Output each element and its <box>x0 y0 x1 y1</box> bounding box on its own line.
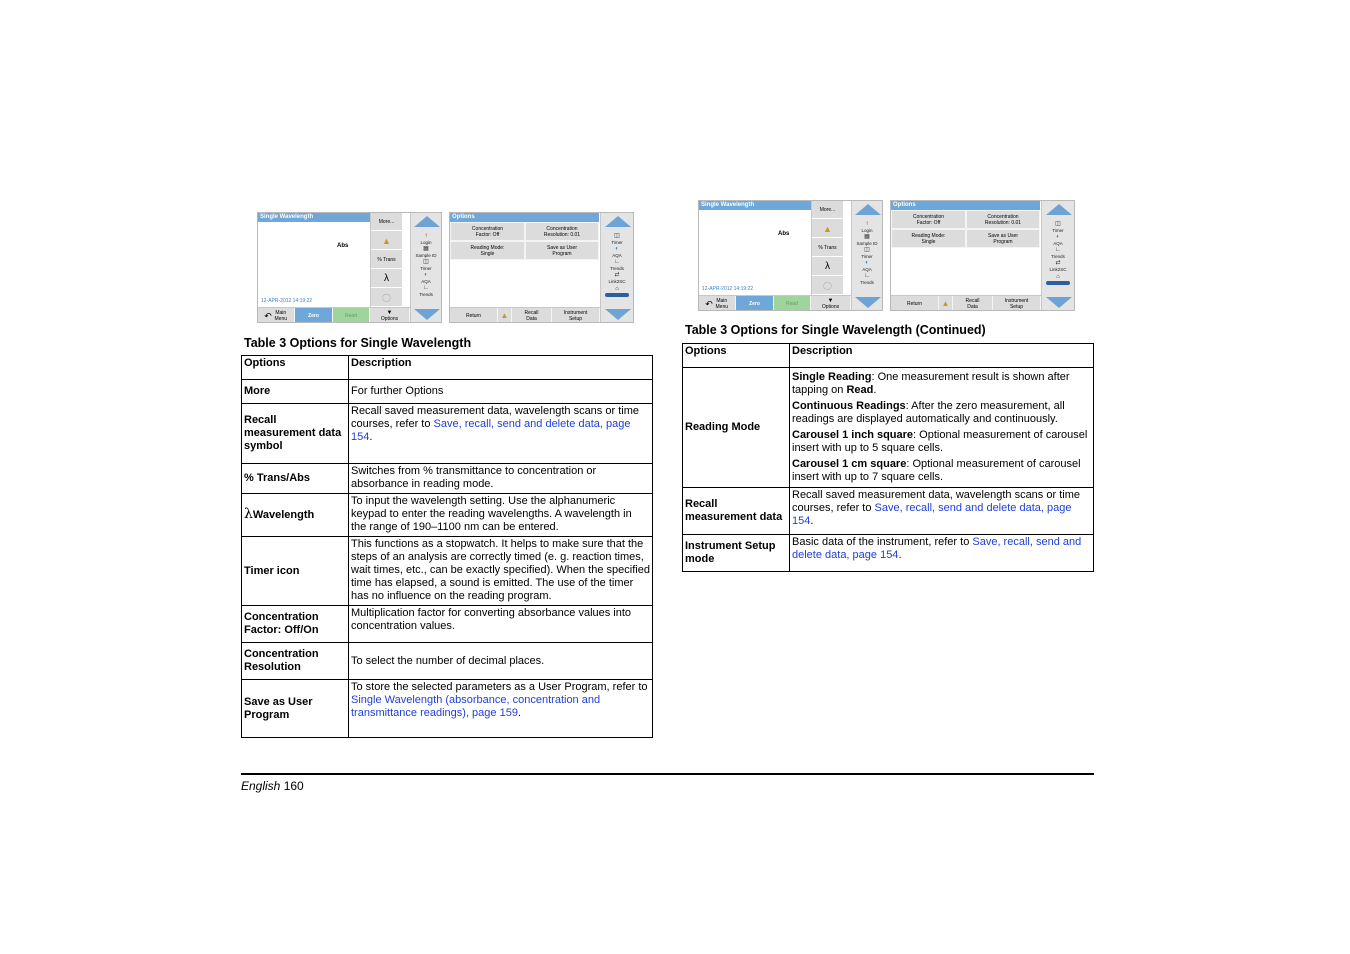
option-instrument-setup: Instrument Setup mode <box>683 535 790 572</box>
link-save-recall[interactable]: Save, recall, send and delete data, page 154 <box>792 536 1082 561</box>
table-row <box>242 464 653 494</box>
table-row <box>242 404 653 464</box>
screen-menu <box>811 201 843 295</box>
instrument-setup-button[interactable]: Instrument Setup <box>993 296 1041 311</box>
sidebar-login[interactable]: ↑ Login <box>411 233 441 245</box>
option-recall: Recall measurement data symbol <box>242 404 349 464</box>
desc-save-user: To store the selected parameters as a User Program, refer to Single Wavelength (absorbance, concentration and transmittance readings), page 159. <box>349 680 653 738</box>
reading-mode-carousel-inch: Carousel 1 inch square: Optional measurement of carousel insert with up to 5 square cells. <box>792 429 1088 454</box>
sidebar-login[interactable]: ↑ Login <box>852 221 882 233</box>
login-icon: ↑ <box>424 233 428 239</box>
right-options-table <box>682 343 1094 572</box>
right-table-caption: Table 3 Options for Single Wavelength (Continued) <box>685 323 986 337</box>
save-user-program-button[interactable]: Save as User Program <box>966 229 1040 248</box>
save-user-program-button[interactable]: Save as User Program <box>525 241 599 260</box>
reading-mode-single: Single Reading: One measurement result is shown after tapping on Read. <box>792 371 1070 396</box>
trans-button[interactable]: % Trans <box>371 251 402 269</box>
screen-bottom-bar <box>891 295 1041 311</box>
trends-icon: ∟ <box>614 259 620 265</box>
scroll-up-icon[interactable] <box>855 204 881 215</box>
scroll-up-icon[interactable] <box>605 216 631 227</box>
option-trans: % Trans/Abs <box>242 464 349 494</box>
screen-title: Single Wavelength <box>699 201 811 210</box>
desc-conc-factor: Multiplication factor for converting absorbance values into concentration values. <box>349 606 653 643</box>
sidebar-trends[interactable]: ∟ Trends <box>852 273 882 285</box>
screen-menu <box>370 213 402 307</box>
screen-sidebar <box>600 213 633 323</box>
login-icon: ↑ <box>865 221 869 227</box>
option-save-user: Save as User Program <box>242 680 349 738</box>
screen-title: Options <box>891 201 1040 210</box>
table-row <box>242 606 653 643</box>
scroll-down-icon[interactable] <box>414 309 440 320</box>
scroll-down-icon[interactable] <box>855 297 881 308</box>
sidebar-timer[interactable]: ◫ Timer <box>852 247 882 259</box>
scroll-down-icon[interactable] <box>605 309 631 320</box>
options-icon: ▼ <box>386 309 393 316</box>
timer-icon: ◫ <box>864 247 870 253</box>
trends-icon: ∟ <box>423 285 429 291</box>
sidebar-home[interactable] <box>601 286 633 297</box>
recall-data-icon[interactable]: ▲ <box>939 296 953 311</box>
read-button[interactable]: Read <box>774 296 811 311</box>
scroll-up-icon[interactable] <box>414 216 440 227</box>
screenshot-options-continued <box>890 200 1075 311</box>
desc-conc-res: To select the number of decimal places. <box>349 643 653 680</box>
desc-trans: Switches from % transmittance to concentration or absorbance in reading mode. <box>349 464 653 494</box>
sidebar-sample-id[interactable]: ▦ Sample ID <box>852 234 882 246</box>
sidebar-aqa[interactable]: ◐ AQA <box>852 260 882 272</box>
lambda-symbol: λ <box>244 506 253 522</box>
reading-mode-button[interactable]: Reading Mode: Single <box>891 229 966 248</box>
desc-more: For further Options <box>349 380 653 404</box>
page-number: 160 <box>283 779 304 793</box>
desc-wavelength: To input the wavelength setting. Use the alphanumeric keypad to enter the reading wavelengths. A wavelength in the range of 190–1100 nm can be entered. <box>349 494 653 537</box>
header-description: Description <box>349 356 653 380</box>
scroll-up-icon[interactable] <box>1046 204 1072 215</box>
abs-label: Abs <box>337 243 349 249</box>
more-button[interactable]: More... <box>812 201 843 219</box>
timer-icon[interactable]: ◯ <box>371 289 402 307</box>
recall-data-icon[interactable]: ▲ <box>371 232 402 250</box>
home-icon: ⌂ <box>615 286 619 292</box>
lambda-button[interactable]: λ <box>812 258 843 276</box>
aqa-icon: ◐ <box>424 272 428 278</box>
main-menu-icon: ↶ <box>264 311 272 321</box>
option-wavelength: λWavelength <box>242 494 349 537</box>
concentration-resolution-button[interactable]: Concentration Resolution: 0.01 <box>966 210 1040 229</box>
sidebar-timer[interactable]: ◫ Timer <box>1042 221 1074 233</box>
desc-recall: Recall saved measurement data, wavelength scans or time courses, refer to Save, recall, send and delete data, page 154. <box>349 404 653 464</box>
reading-mode-button[interactable]: Reading Mode: Single <box>450 241 525 260</box>
options-button[interactable]: ▼ Options <box>370 308 410 323</box>
main-menu-icon: ↶ <box>705 299 713 309</box>
screen-title: Single Wavelength <box>258 213 370 222</box>
header-options: Options <box>242 356 349 380</box>
screenshot-options <box>449 212 634 323</box>
table-row <box>683 535 1094 572</box>
left-options-table <box>241 355 653 738</box>
sidebar-trends[interactable]: ∟ Trends <box>411 285 441 297</box>
trends-icon: ∟ <box>1055 247 1061 253</box>
concentration-factor-button[interactable]: Concentration Factor: Off <box>450 222 525 241</box>
table-header-row <box>683 344 1094 368</box>
concentration-resolution-button[interactable]: Concentration Resolution: 0.01 <box>525 222 599 241</box>
reading-mode-carousel-cm: Carousel 1 cm square: Optional measurement of carousel insert with up to 7 square cells. <box>792 458 1081 483</box>
scroll-down-icon[interactable] <box>1046 297 1072 308</box>
screenshot-single-wavelength <box>257 212 442 323</box>
timer-icon: ◫ <box>614 233 620 239</box>
table-row <box>242 380 653 404</box>
table-row <box>683 488 1094 535</box>
recall-data-button[interactable]: Recall Data <box>953 296 993 311</box>
table-header-row <box>242 356 653 380</box>
aqa-icon: ◐ <box>1056 234 1060 240</box>
zero-button[interactable]: Zero <box>736 296 774 311</box>
screen-bottom-bar <box>258 307 410 323</box>
sidebar-timer[interactable]: ◫ Timer <box>411 259 441 271</box>
recall-data-button[interactable]: Recall Data <box>512 308 552 323</box>
table-row <box>242 643 653 680</box>
sample-id-icon: ▦ <box>423 246 429 252</box>
link-save-recall[interactable]: Save, recall, send and delete data, page 154 <box>792 502 1072 527</box>
recall-data-icon[interactable]: ▲ <box>812 220 843 238</box>
timestamp: 12-APR-2012 14:19:22 <box>702 286 754 292</box>
options-button[interactable]: ▼ Options <box>811 296 851 311</box>
option-conc-res: Concentration Resolution <box>242 643 349 680</box>
hach-logo-icon <box>1046 281 1070 285</box>
link-save-recall[interactable]: Save, recall, send and delete data, page 154 <box>351 418 631 443</box>
instrument-setup-button[interactable]: Instrument Setup <box>552 308 600 323</box>
table-row <box>242 537 653 606</box>
desc-timer: This functions as a stopwatch. It helps to make sure that the steps of an analysis are correctly timed (e. g. reaction times, wait times, etc., can be exactly specified). When the specified time has elapsed, a sound is emitted. The use of the timer has no influence on the reading program. <box>349 537 653 606</box>
home-icon: ⌂ <box>1056 274 1060 280</box>
trends-icon: ∟ <box>864 273 870 279</box>
left-table-caption: Table 3 Options for Single Wavelength <box>244 336 472 350</box>
header-options: Options <box>683 344 790 368</box>
sidebar-trends[interactable]: ∟ Trends <box>1042 247 1074 259</box>
sidebar-aqa[interactable]: ◐ AQA <box>601 246 633 258</box>
recall-data-icon[interactable]: ▲ <box>498 308 512 323</box>
timer-icon: ◫ <box>423 259 429 265</box>
link2sc-icon: ⇄ <box>1055 260 1061 266</box>
sidebar-aqa[interactable]: ◐ AQA <box>411 272 441 284</box>
desc-recall: Recall saved measurement data, wavelength scans or time courses, refer to Save, recall, send and delete data, page 154. <box>790 488 1094 535</box>
hach-logo-icon <box>605 293 629 297</box>
lambda-button[interactable]: λ <box>371 270 402 288</box>
sidebar-link2sc[interactable]: ⇄ Link2SC <box>1042 260 1074 272</box>
table-row <box>242 680 653 738</box>
option-more: More <box>242 380 349 404</box>
footer-language: English <box>241 779 281 793</box>
desc-instrument-setup: Basic data of the instrument, refer to Save, recall, send and delete data, page 154. <box>790 535 1094 572</box>
option-reading-mode: Reading Mode <box>683 368 790 488</box>
return-button[interactable]: Return <box>450 308 498 323</box>
option-recall: Recall measurement data <box>683 488 790 535</box>
option-timer: Timer icon <box>242 537 349 606</box>
read-button[interactable]: Read <box>333 308 370 323</box>
screen-sidebar <box>410 213 441 323</box>
table-row <box>683 368 1094 488</box>
screen-title: Options <box>450 213 599 222</box>
aqa-icon: ◐ <box>865 260 869 266</box>
sidebar-timer[interactable]: ◫ Timer <box>601 233 633 245</box>
zero-button[interactable]: Zero <box>295 308 333 323</box>
link2sc-icon: ⇄ <box>614 272 620 278</box>
aqa-icon: ◐ <box>615 246 619 252</box>
main-menu-button[interactable]: ↶ Main Menu <box>258 308 295 323</box>
sample-id-icon: ▦ <box>864 234 870 240</box>
trans-button[interactable]: % Trans <box>812 239 843 257</box>
screen-sidebar <box>1041 201 1074 311</box>
options-icon: ▼ <box>827 297 834 304</box>
sidebar-trends[interactable]: ∟ Trends <box>601 259 633 271</box>
sidebar-link2sc[interactable]: ⇄ Link2SC <box>601 272 633 284</box>
sidebar-home[interactable] <box>1042 274 1074 285</box>
sidebar-sample-id[interactable]: ▦ Sample ID <box>411 246 441 258</box>
screen-bottom-bar <box>450 307 600 323</box>
link-single-wavelength[interactable]: Single Wavelength (absorbance, concentration and transmittance readings), page 159 <box>351 694 601 719</box>
screen-sidebar <box>851 201 882 311</box>
timestamp: 12-APR-2012 14:19:22 <box>261 298 313 304</box>
abs-label: Abs <box>778 231 790 237</box>
return-button[interactable]: Return <box>891 296 939 311</box>
table-row <box>242 494 653 537</box>
screen-bottom-bar <box>699 295 851 311</box>
desc-reading-mode <box>790 368 1094 488</box>
timer-icon: ◫ <box>1055 221 1061 227</box>
concentration-factor-button[interactable]: Concentration Factor: Off <box>891 210 966 229</box>
header-description: Description <box>790 344 1094 368</box>
timer-icon[interactable]: ◯ <box>812 277 843 295</box>
reading-mode-continuous: Continuous Readings: After the zero measurement, all readings are displayed automatically and continuously. <box>792 400 1065 425</box>
screenshot-single-wavelength-continued <box>698 200 883 311</box>
more-button[interactable]: More... <box>371 213 402 231</box>
sidebar-aqa[interactable]: ◐ AQA <box>1042 234 1074 246</box>
page-footer <box>241 779 304 793</box>
main-menu-button[interactable]: ↶ Main Menu <box>699 296 736 311</box>
option-conc-factor: Concentration Factor: Off/On <box>242 606 349 643</box>
footer-rule <box>241 773 1094 775</box>
